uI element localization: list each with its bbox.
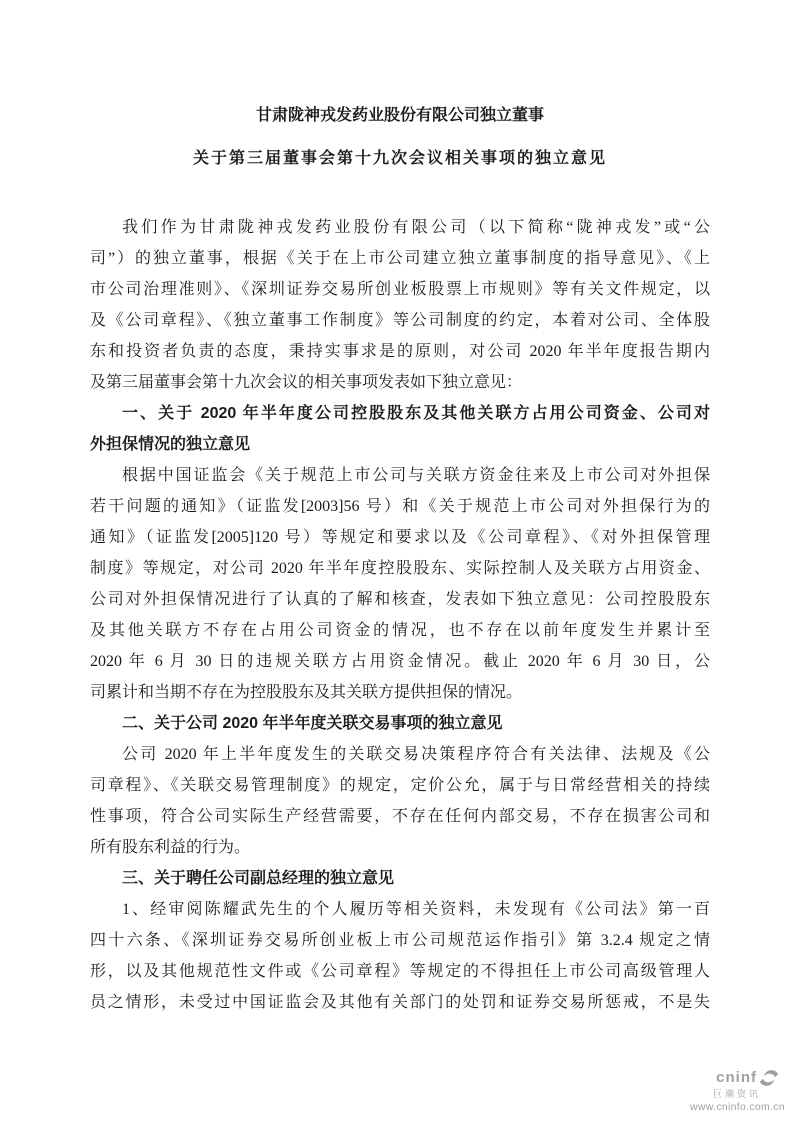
section-2-paragraph-line-1: 公司 2020 年上半年度发生的关联交易决策程序符合有关法律、法规及《公 (122, 746, 710, 763)
section-1-heading (90, 398, 710, 460)
intro-paragraph-line-2: 司”）的独立董事，根据《关于在上市公司建立独立董事制度的指导意见》、《上 (90, 250, 710, 267)
intro-paragraph-line-6: 及第三届董事会第十九次会议的相关事项发表如下独立意见： (90, 374, 523, 391)
section-1-paragraph-line-2: 若干问题的通知》（证监发[2003]56 号）和《关于规范上市公司对外担保行为的 (90, 498, 710, 515)
intro-paragraph-line-3: 市公司治理准则》、《深圳证券交易所创业板股票上市规则》等有关文件规定，以 (90, 281, 710, 298)
section-1-heading-line-1: 一、关于 2020 年半年度公司控股股东及其他关联方占用公司资金、公司对 (122, 405, 710, 422)
section-3-paragraph-line-4: 员之情形，未受过中国证监会及其他有关部门的处罚和证券交易所惩戒，不是失 (90, 994, 710, 1011)
cninfo-swirl-icon (759, 1068, 779, 1088)
document-content (90, 94, 710, 1018)
section-1-paragraph-line-1: 根据中国证监会《关于规范上市公司与关联方资金往来及上市公司对外担保 (122, 467, 710, 484)
section-3-paragraph (90, 894, 710, 1018)
cninfo-url: www.cninfo.com.cn (690, 1100, 785, 1113)
intro-paragraph (90, 212, 710, 398)
section-1-paragraph-line-6: 及其他关联方不存在占用公司资金的情况，也不存在以前年度发生并累计至 (90, 622, 710, 639)
document-title-line-2: 关于第三届董事会第十九次会议相关事项的独立意见 (192, 150, 607, 167)
section-3-heading-line-1: 三、关于聘任公司副总经理的独立意见 (122, 870, 395, 887)
section-3-paragraph-line-2: 四十六条、《深圳证券交易所创业板上市公司规范运作指引》第 3.2.4 规定之情 (90, 932, 710, 949)
section-3-paragraph-line-1: 1、经审阅陈耀武先生的个人履历等相关资料，未发现有《公司法》第一百 (122, 901, 710, 918)
section-3-heading (90, 863, 710, 894)
document-title (90, 94, 710, 180)
section-2-paragraph-line-4: 所有股东利益的行为。 (90, 839, 251, 856)
intro-paragraph-line-1: 我们作为甘肃陇神戎发药业股份有限公司（以下简称“陇神戎发”或“公 (122, 219, 710, 236)
cninfo-brand-text: cninf (716, 1069, 757, 1086)
section-1-paragraph-line-7: 2020 年 6 月 30 日的违规关联方占用资金情况。截止 2020 年 6 月 30 日，公 (90, 653, 710, 670)
section-1-paragraph-line-4: 制度》等规定，对公司 2020 年半年度控股股东、实际控制人及关联方占用资金、 (90, 560, 710, 577)
intro-paragraph-line-5: 东和投资者负责的态度，秉持实事求是的原则，对公司 2020 年半年度报告期内 (90, 343, 710, 360)
section-2-heading-line-1: 二、关于公司 2020 年半年度关联交易事项的独立意见 (122, 715, 503, 732)
cninfo-logo (690, 1068, 787, 1113)
section-1-heading-line-2: 外担保情况的独立意见 (90, 436, 251, 453)
section-3-paragraph-line-3: 形，以及其他规范性文件或《公司章程》等规定的不得担任上市公司高级管理人 (90, 963, 710, 980)
section-2-heading (90, 708, 710, 739)
cninfo-brand-row (690, 1068, 787, 1088)
section-1-paragraph (90, 460, 710, 708)
section-2-paragraph-line-3: 性事项，符合公司实际生产经营需要，不存在任何内部交易，不存在损害公司和 (90, 808, 710, 825)
document-title-line-1: 甘肃陇神戎发药业股份有限公司独立董事 (255, 107, 544, 124)
section-1-paragraph-line-5: 公司对外担保情况进行了认真的了解和核查，发表如下独立意见：公司控股股东 (90, 591, 710, 608)
intro-paragraph-line-4: 及《公司章程》、《独立董事工作制度》等公司制度的约定，本着对公司、全体股 (90, 312, 710, 329)
section-1-paragraph-line-8: 司累计和当期不存在为控股股东及其关联方提供担保的情况。 (90, 684, 523, 701)
section-2-paragraph-line-2: 司章程》、《关联交易管理制度》的规定，定价公允，属于与日常经营相关的持续 (90, 777, 710, 794)
cninfo-chinese-name: 巨潮资讯 (712, 1088, 761, 1099)
section-1-paragraph-line-3: 通知》（证监发[2005]120 号）等规定和要求以及《公司章程》、《对外担保管理 (90, 529, 710, 546)
section-2-paragraph (90, 739, 710, 863)
